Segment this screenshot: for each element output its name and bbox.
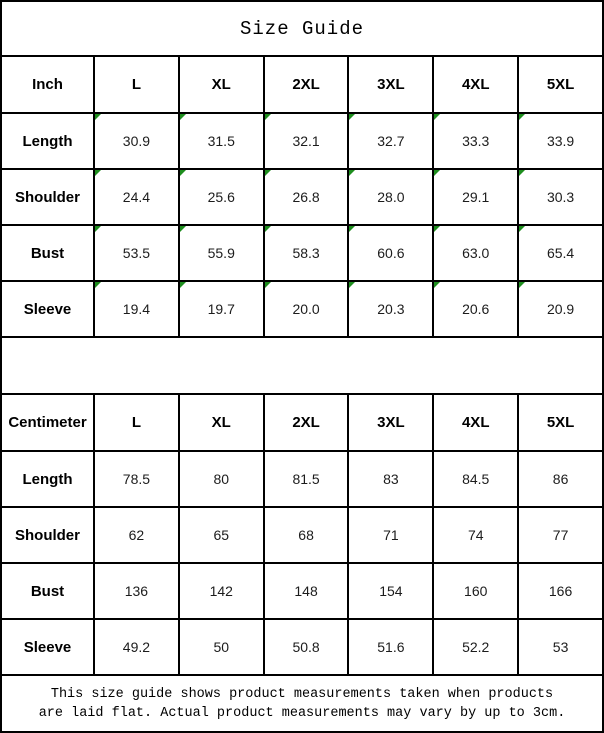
size-header: 5XL <box>518 56 603 113</box>
size-value: 20.3 <box>377 301 405 317</box>
row-label: Bust <box>1 563 94 619</box>
size-header: 3XL <box>348 56 433 113</box>
flag-icon <box>349 282 355 288</box>
size-value-cell: 77 <box>518 507 603 563</box>
size-value-cell <box>518 225 603 281</box>
size-value: 28.0 <box>377 189 405 205</box>
size-value-cell: 166 <box>518 563 603 619</box>
size-value-cell <box>179 113 264 169</box>
size-value-cell: 80 <box>179 451 264 507</box>
size-value-cell <box>348 281 433 337</box>
row-label: Sleeve <box>1 281 94 337</box>
flag-icon <box>349 226 355 232</box>
table-row <box>1 169 603 225</box>
flag-icon <box>434 170 440 176</box>
flag-icon <box>519 226 525 232</box>
flag-icon <box>349 114 355 120</box>
flag-icon <box>95 114 101 120</box>
disclaimer-line-2: are laid flat. Actual product measurements may vary by up to 3cm. <box>38 705 566 721</box>
size-value-cell <box>433 281 518 337</box>
size-header: 4XL <box>433 56 518 113</box>
size-value-cell: 160 <box>433 563 518 619</box>
measurement-disclaimer <box>0 676 604 733</box>
size-value-cell <box>264 169 349 225</box>
flag-icon <box>434 226 440 232</box>
size-value-cell <box>518 113 603 169</box>
flag-icon <box>519 282 525 288</box>
size-value: 20.6 <box>462 301 490 317</box>
table-row <box>1 113 603 169</box>
size-value-cell <box>264 281 349 337</box>
size-value-cell <box>518 169 603 225</box>
size-value-cell: 53 <box>518 619 603 675</box>
flag-icon <box>265 282 271 288</box>
size-value-cell <box>264 113 349 169</box>
row-label: Length <box>1 113 94 169</box>
row-label: Shoulder <box>1 169 94 225</box>
size-value-cell: 136 <box>94 563 179 619</box>
size-value: 32.1 <box>292 133 320 149</box>
size-value: 19.7 <box>207 301 235 317</box>
size-value-cell <box>433 169 518 225</box>
size-value-cell <box>94 225 179 281</box>
size-value: 29.1 <box>462 189 490 205</box>
size-value-cell: 50 <box>179 619 264 675</box>
cm-header-row <box>1 394 603 451</box>
flag-icon <box>180 114 186 120</box>
size-value-cell: 142 <box>179 563 264 619</box>
size-value: 33.9 <box>546 133 575 149</box>
size-header: XL <box>179 394 264 451</box>
flag-icon <box>434 282 440 288</box>
size-value-cell <box>179 225 264 281</box>
flag-icon <box>519 170 525 176</box>
size-value: 24.4 <box>122 189 151 205</box>
disclaimer-line-1: This size guide shows product measurements taken when products <box>50 686 554 702</box>
size-value: 58.3 <box>292 245 320 261</box>
flag-icon <box>434 114 440 120</box>
flag-icon <box>265 170 271 176</box>
size-value: 63.0 <box>462 245 490 261</box>
table-row <box>1 507 603 563</box>
centimeter-size-table <box>0 393 604 676</box>
flag-icon <box>95 170 101 176</box>
size-value: 30.9 <box>122 133 151 149</box>
size-value-cell: 71 <box>348 507 433 563</box>
size-value-cell <box>433 225 518 281</box>
flag-icon <box>180 226 186 232</box>
size-value-cell: 154 <box>348 563 433 619</box>
size-value-cell <box>348 169 433 225</box>
size-value-cell: 81.5 <box>264 451 349 507</box>
row-label: Sleeve <box>1 619 94 675</box>
size-value-cell: 86 <box>518 451 603 507</box>
size-value: 20.9 <box>546 301 575 317</box>
flag-icon <box>265 114 271 120</box>
size-value-cell: 52.2 <box>433 619 518 675</box>
unit-header-centimeter: Centimeter <box>1 394 94 451</box>
size-value: 65.4 <box>546 245 575 261</box>
size-value: 20.0 <box>292 301 320 317</box>
size-value: 33.3 <box>462 133 490 149</box>
size-value-cell <box>348 225 433 281</box>
flag-icon <box>265 226 271 232</box>
size-value-cell <box>94 281 179 337</box>
size-header: 5XL <box>518 394 603 451</box>
size-value-cell <box>518 281 603 337</box>
size-header: L <box>94 56 179 113</box>
flag-icon <box>349 170 355 176</box>
table-row <box>1 563 603 619</box>
size-value: 53.5 <box>122 245 151 261</box>
size-header: 4XL <box>433 394 518 451</box>
size-value-cell: 84.5 <box>433 451 518 507</box>
size-value: 55.9 <box>207 245 235 261</box>
size-value: 32.7 <box>377 133 405 149</box>
size-value-cell: 62 <box>94 507 179 563</box>
flag-icon <box>180 170 186 176</box>
size-header: 2XL <box>264 394 349 451</box>
size-value-cell: 83 <box>348 451 433 507</box>
size-value-cell <box>348 113 433 169</box>
flag-icon <box>180 282 186 288</box>
size-header: XL <box>179 56 264 113</box>
size-value-cell: 68 <box>264 507 349 563</box>
size-value: 31.5 <box>207 133 235 149</box>
inch-header-row <box>1 56 603 113</box>
size-value: 60.6 <box>377 245 405 261</box>
flag-icon <box>95 282 101 288</box>
size-value-cell: 65 <box>179 507 264 563</box>
size-value: 25.6 <box>207 189 235 205</box>
size-value-cell: 74 <box>433 507 518 563</box>
flag-icon <box>519 114 525 120</box>
table-row <box>1 225 603 281</box>
flag-icon <box>95 226 101 232</box>
size-value-cell: 78.5 <box>94 451 179 507</box>
table-row <box>1 281 603 337</box>
size-header: 2XL <box>264 56 349 113</box>
size-value-cell <box>94 113 179 169</box>
size-value-cell: 50.8 <box>264 619 349 675</box>
page-title: Size Guide <box>0 0 604 55</box>
size-value-cell <box>179 281 264 337</box>
table-spacer <box>0 338 604 393</box>
size-header: L <box>94 394 179 451</box>
inch-size-table <box>0 55 604 338</box>
size-value-cell <box>179 169 264 225</box>
size-value-cell: 51.6 <box>348 619 433 675</box>
size-value-cell <box>94 169 179 225</box>
size-value-cell <box>433 113 518 169</box>
size-value-cell: 49.2 <box>94 619 179 675</box>
table-row <box>1 451 603 507</box>
size-header: 3XL <box>348 394 433 451</box>
size-value: 26.8 <box>292 189 320 205</box>
size-value-cell <box>264 225 349 281</box>
row-label: Length <box>1 451 94 507</box>
row-label: Bust <box>1 225 94 281</box>
row-label: Shoulder <box>1 507 94 563</box>
size-value-cell: 148 <box>264 563 349 619</box>
size-value: 30.3 <box>546 189 575 205</box>
size-value: 19.4 <box>122 301 151 317</box>
unit-header-inch: Inch <box>1 56 94 113</box>
table-row <box>1 619 603 675</box>
